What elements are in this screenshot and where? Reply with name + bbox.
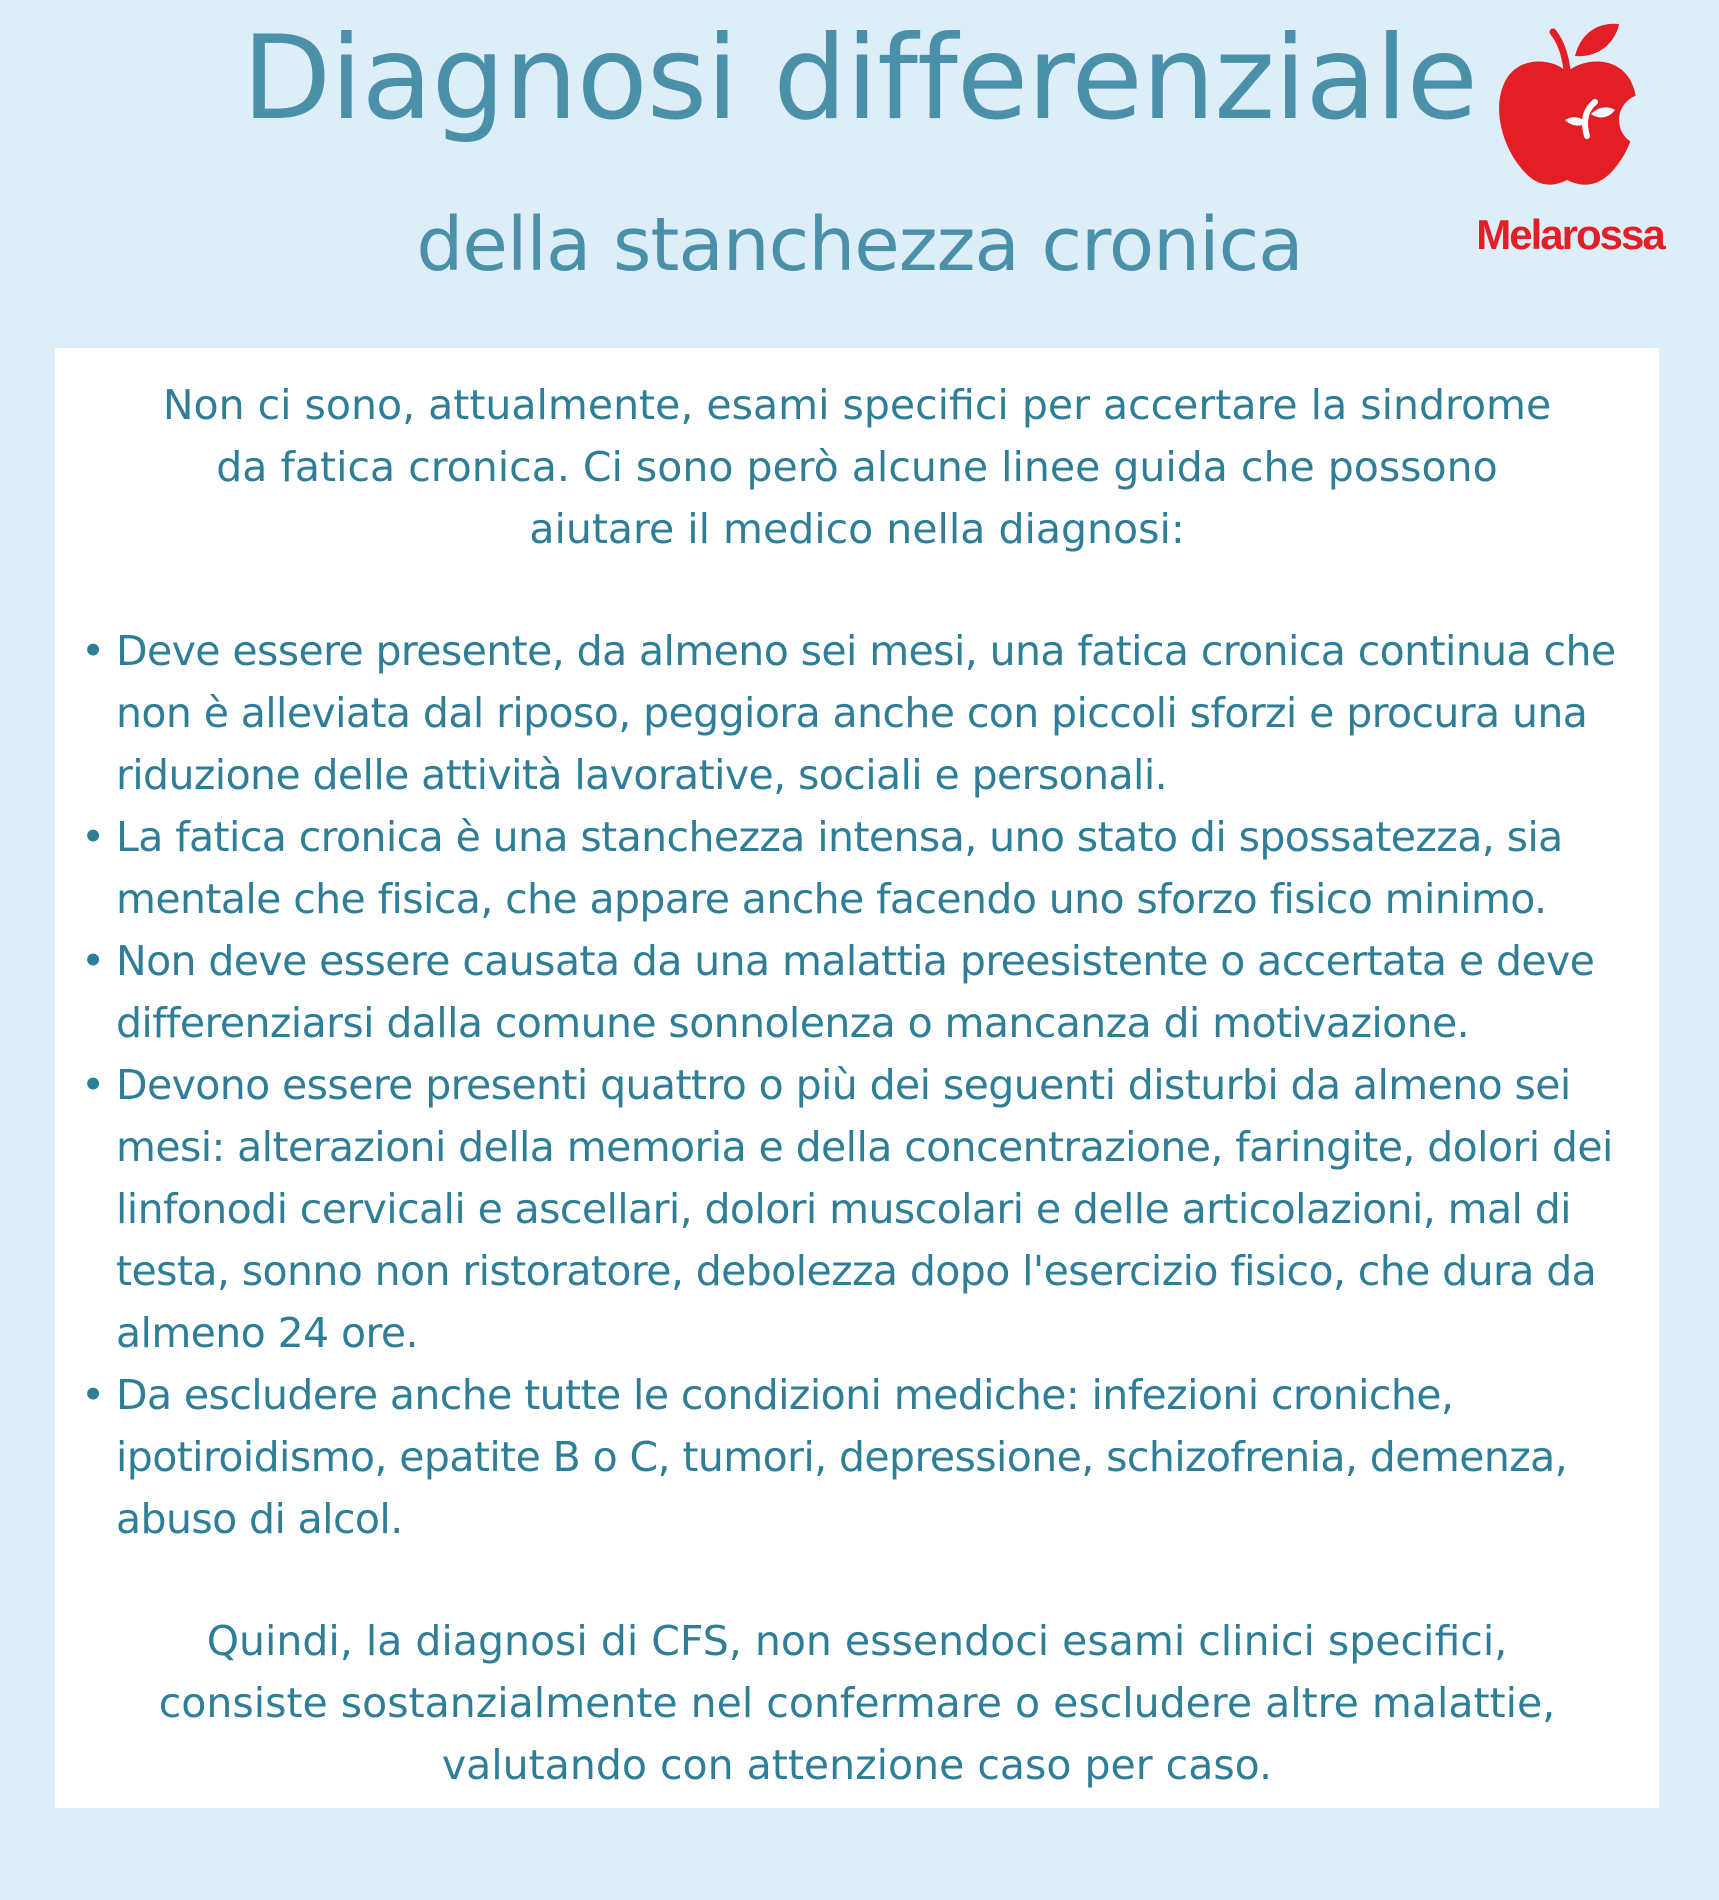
bullet-icon: • xyxy=(81,937,105,985)
list-item xyxy=(79,1054,1639,1364)
list-item xyxy=(79,620,1639,806)
list-item-text: Non deve essere causata da una malattia preesistente o accertata e deve differenziarsi dalla comune sonnolenza o mancanza di motivazione. xyxy=(116,937,1595,1047)
criteria-list xyxy=(79,620,1639,1550)
bullet-icon: • xyxy=(81,1061,105,1109)
page-subtitle: della stanchezza cronica xyxy=(416,202,1303,288)
page-title: Diagnosi differenziale xyxy=(241,11,1478,146)
list-item-text: Da escludere anche tutte le condizioni mediche: infezioni croniche, ipotiroidismo, epatite B o C, tumori, depressione, schizofrenia, demenza, abuso di alcol. xyxy=(116,1371,1568,1543)
conclusion-text: Quindi, la diagnosi di CFS, non essendoci esami clinici specifici, consiste sostanzialmente nel confermare o escludere altre malattie, valutando con attenzione caso per caso. xyxy=(158,1617,1556,1789)
list-item-text: Devono essere presenti quattro o più dei seguenti disturbi da almeno sei mesi: alterazioni della memoria e della concentrazione, faringite, dolori dei linfonodi cervicali e ascellari, dolori muscolari e delle articolazioni, mal di testa, sonno non ristoratore, debolezza dopo l'esercizio fisico, che dura da almeno 24 ore. xyxy=(116,1061,1613,1357)
bullet-icon: • xyxy=(81,813,105,861)
brand-name: Melarossa xyxy=(1476,211,1664,258)
list-item-text: Deve essere presente, da almeno sei mesi, una fatica cronica continua che non è alleviata dal riposo, peggiora anche con piccoli sforzi e procura una riduzione delle attività lavorative, sociali e personali. xyxy=(116,627,1616,799)
bullet-icon: • xyxy=(81,1371,105,1419)
list-item xyxy=(79,930,1639,1054)
brand-logo xyxy=(1455,18,1685,258)
content-card xyxy=(55,348,1659,1808)
bullet-icon: • xyxy=(81,627,105,675)
list-item xyxy=(79,806,1639,930)
intro-text: Non ci sono, attualmente, esami specifici per accertare la sindrome da fatica cronica. Ci sono però alcune linee guida che possono aiutare il medico nella diagnosi: xyxy=(162,381,1552,553)
list-item xyxy=(79,1364,1639,1550)
apple-icon xyxy=(1495,18,1645,198)
list-item-text: La fatica cronica è una stanchezza intensa, uno stato di spossatezza, sia mentale che fisica, che appare anche facendo uno sforzo fisico minimo. xyxy=(116,813,1563,923)
